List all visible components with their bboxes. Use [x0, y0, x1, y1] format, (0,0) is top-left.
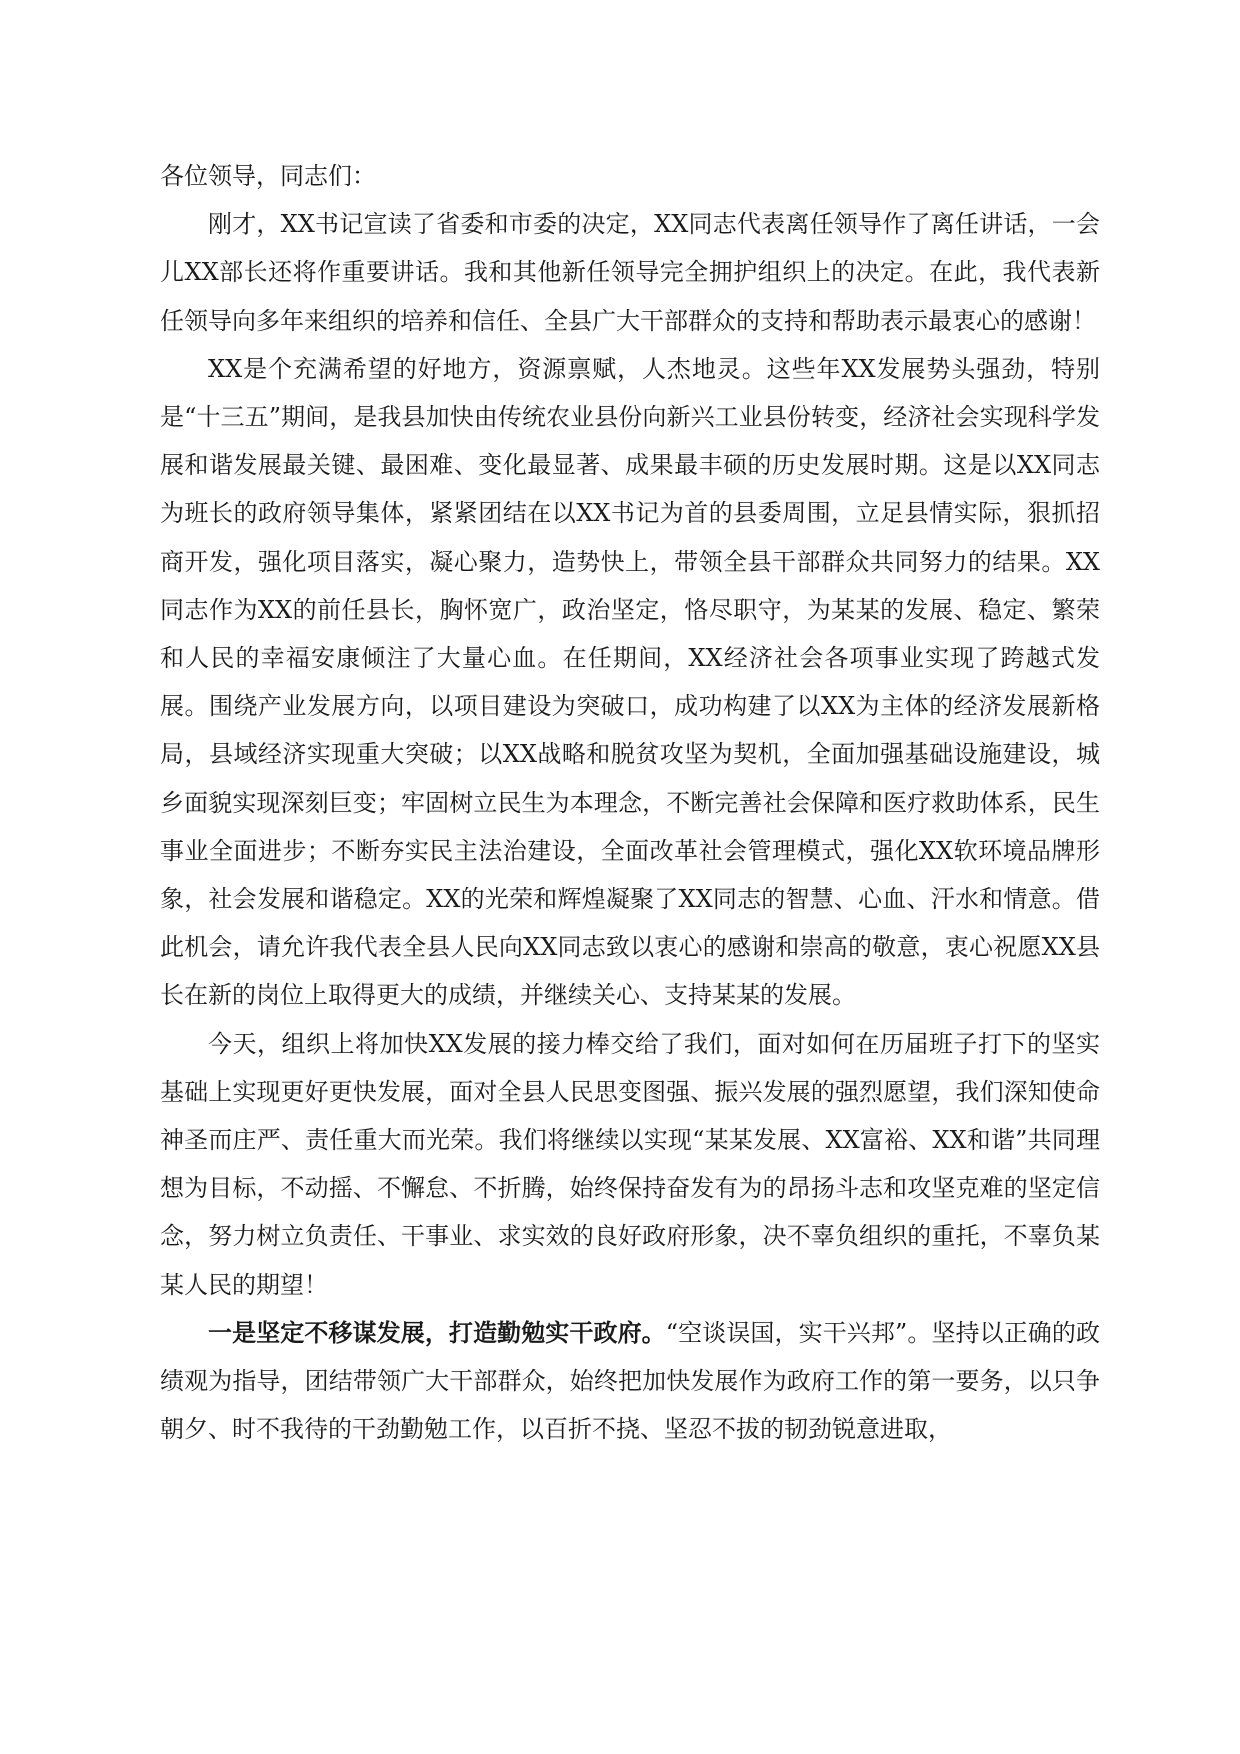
- paragraph-thanks: 刚才，XX书记宣读了省委和市委的决定，XX同志代表离任领导作了离任讲话，一会儿XX部长还将作重要讲话。我和其他新任领导完全拥护组织上的决定。在此，我代表新任领导向多年来组织的培养和信任、全县广大干部群众的支持和帮助表示最衷心的感谢！: [160, 210, 1100, 335]
- paragraph-section-1: [160, 1309, 1100, 1454]
- paragraph-review: XX是个充满希望的好地方，资源禀赋，人杰地灵。这些年XX发展势头强劲，特别是“十三五”期间，是我县加快由传统农业县份向新兴工业县份转变，经济社会实现科学发展和谐发展最关键、最困难、变化最显著、成果最丰硕的历史发展时期。这是以XX同志为班长的政府领导集体，紧紧团结在以XX书记为首的县委周围，立足县情实际，狠抓招商开发，强化项目落实，凝心聚力，造势快上，带领全县干部群众共同努力的结果。XX同志作为XX的前任县长，胸怀宽广，政治坚定，恪尽职守，为某某的发展、稳定、繁荣和人民的幸福安康倾注了大量心血。在任期间，XX经济社会各项事业实现了跨越式发展。围绕产业发展方向，以项目建设为突破口，成功构建了以XX为主体的经济发展新格局，县域经济实现重大突破；以XX战略和脱贫攻坚为契机，全面加强基础设施建设，城乡面貌实现深刻巨变；牢固树立民生为本理念，不断完善社会保障和医疗救助体系，民生事业全面进步；不断夯实民主法治建设，全面改革社会管理模式，强化XX软环境品牌形象，社会发展和谐稳定。XX的光荣和辉煌凝聚了XX同志的智慧、心血、汗水和情意。借此机会，请允许我代表全县人民向XX同志致以衷心的感谢和崇高的敬意，衷心祝愿XX县长在新的岗位上取得更大的成绩，并继续关心、支持某某的发展。: [160, 354, 1100, 1010]
- section-1-heading: 一是坚定不移谋发展，打造勤勉实干政府。: [208, 1317, 666, 1347]
- document-page: [160, 152, 1100, 1453]
- paragraph-commitment: 今天，组织上将加快XX发展的接力棒交给了我们，面对如何在历届班子打下的坚实基础上实现更好更快发展，面对全县人民思变图强、振兴发展的强烈愿望，我们深知使命神圣而庄严、责任重大而光荣。我们将继续以实现“某某发展、XX富裕、XX和谐”共同理想为目标，不动摇、不懈怠、不折腾，始终保持奋发有为的昂扬斗志和攻坚克难的坚定信念，努力树立负责任、干事业、求实效的良好政府形象，决不辜负组织的重托，不辜负某某人民的期望！: [160, 1029, 1100, 1299]
- salutation: 各位领导，同志们：: [160, 162, 376, 190]
- section-1-body: “空谈误国，实干兴邦”。坚持以正确的政绩观为指导，团结带领广大干部群众，始终把加快发展作为政府工作的第一要务，以只争朝夕、时不我待的干劲勤勉工作，以百折不挠、坚忍不拔的韧劲锐意进取，: [160, 1318, 1100, 1444]
